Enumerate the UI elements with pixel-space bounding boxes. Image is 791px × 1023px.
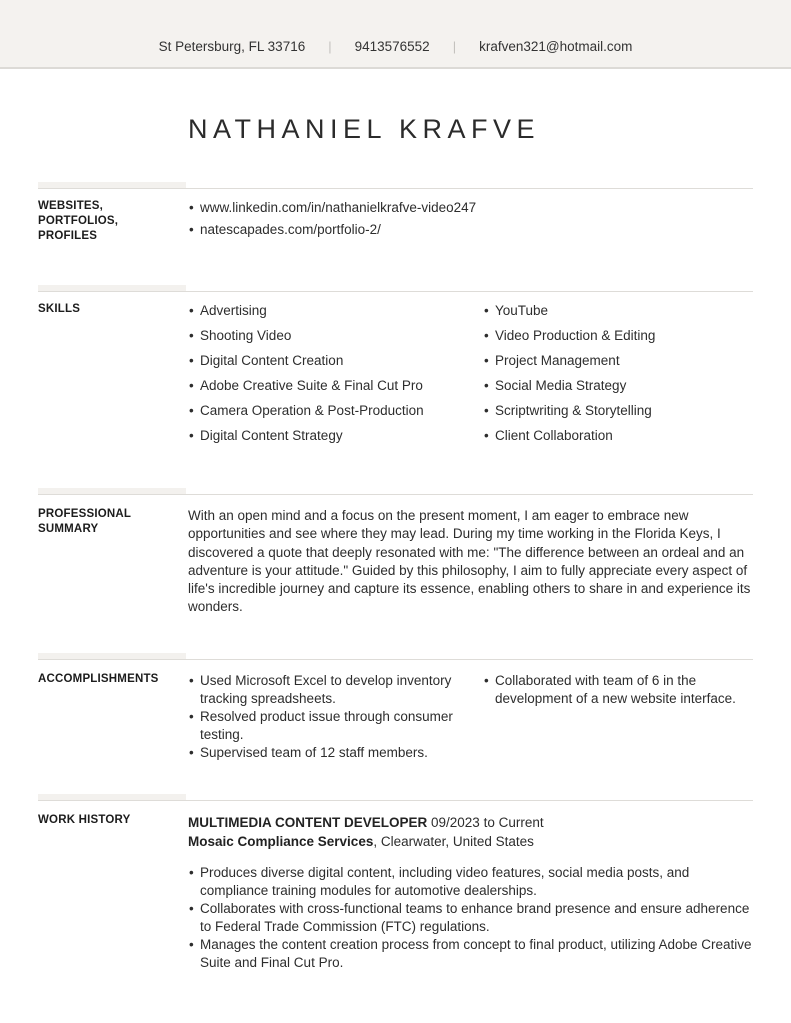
contact-bar bbox=[0, 0, 791, 69]
resume-body bbox=[38, 182, 753, 1012]
skill-list-item: • Client Collaboration bbox=[483, 427, 739, 445]
job-duty-list-item: • Manages the content creation process from concept to final product, utilizing Adobe Creative Suite and Final Cut Pro. bbox=[188, 936, 753, 972]
section-body bbox=[38, 292, 753, 488]
section-divider bbox=[38, 794, 753, 801]
job-company-line bbox=[188, 832, 753, 851]
accomplishment-list-item: • Collaborated with team of 6 in the development of a new website interface. bbox=[483, 672, 739, 708]
section-websites-portfolios-profiles bbox=[38, 182, 753, 285]
job-location: , Clearwater, United States bbox=[373, 833, 534, 849]
job-entry bbox=[188, 813, 753, 972]
section-body bbox=[38, 189, 753, 285]
contact-email: krafven321@hotmail.com bbox=[479, 39, 633, 54]
skill-list-item: • YouTube bbox=[483, 302, 739, 320]
job-title: MULTIMEDIA CONTENT DEVELOPER bbox=[188, 814, 428, 830]
job-duty-list-item: • Produces diverse digital content, including video features, social media posts, and compliance training modules for automotive dealerships. bbox=[188, 864, 753, 900]
job-dates: 09/2023 to Current bbox=[431, 814, 544, 830]
section-divider bbox=[38, 653, 753, 660]
section-body bbox=[38, 495, 753, 653]
skill-list-item: • Digital Content Creation bbox=[188, 352, 469, 370]
job-title-line bbox=[188, 813, 753, 832]
skill-list-item: • Scriptwriting & Storytelling bbox=[483, 402, 739, 420]
section-label: PROFESSIONAL SUMMARY bbox=[38, 508, 131, 535]
summary-paragraph: With an open mind and a focus on the present moment, I am eager to embrace new opportunities and see where they may lead. During my time working in the Florida Keys, I discovered a quote that deeply resonated with me: "The difference between an ordeal and an adventure is your attitude." Guided by this philosophy, I aim to fully appreciate every aspect of life's incredible journey and capture its essence, enabling others to share in and experience its wonders. bbox=[188, 508, 751, 615]
candidate-name: NATHANIEL KRAFVE bbox=[188, 114, 541, 144]
section-work-history bbox=[38, 794, 753, 1012]
accomplishment-list-item: • Supervised team of 12 staff members. bbox=[188, 744, 469, 762]
section-skills bbox=[38, 285, 753, 488]
accomplishments-list-left bbox=[188, 672, 483, 762]
divider-accent bbox=[38, 182, 186, 188]
skill-list-item: • Video Production & Editing bbox=[483, 327, 739, 345]
skills-list-right bbox=[483, 302, 753, 452]
skill-list-item: • Shooting Video bbox=[188, 327, 469, 345]
accomplishment-list-item: • Used Microsoft Excel to develop inventory tracking spreadsheets. bbox=[188, 672, 469, 708]
job-company: Mosaic Compliance Services bbox=[188, 833, 374, 849]
accomplishments-columns bbox=[188, 672, 753, 762]
website-list-item: • www.linkedin.com/in/nathanielkrafve-video247 bbox=[188, 199, 753, 216]
section-label: WEBSITES, PORTFOLIOS, PROFILES bbox=[38, 200, 119, 242]
section-label: SKILLS bbox=[38, 303, 81, 315]
skill-list-item: • Project Management bbox=[483, 352, 739, 370]
accomplishment-list-item: • Resolved product issue through consumer testing. bbox=[188, 708, 469, 744]
section-divider bbox=[38, 285, 753, 292]
divider-accent bbox=[38, 285, 186, 291]
section-divider bbox=[38, 182, 753, 189]
section-professional-summary bbox=[38, 488, 753, 653]
section-content bbox=[188, 199, 753, 244]
contact-phone: 9413576552 bbox=[354, 39, 430, 54]
section-body bbox=[38, 801, 753, 1012]
skills-list-left bbox=[188, 302, 483, 452]
divider-accent bbox=[38, 653, 186, 659]
section-accomplishments bbox=[38, 653, 753, 794]
divider-accent bbox=[38, 794, 186, 800]
skill-list-item: • Digital Content Strategy bbox=[188, 427, 469, 445]
section-body bbox=[38, 660, 753, 794]
skill-list-item: • Adobe Creative Suite & Final Cut Pro bbox=[188, 377, 469, 395]
divider-accent bbox=[38, 488, 186, 494]
skills-columns bbox=[188, 302, 753, 452]
job-duty-list-item: • Collaborates with cross-functional teams to enhance brand presence and ensure adherence to Federal Trade Commission (FTC) regulations. bbox=[188, 900, 753, 936]
accomplishments-list-right bbox=[483, 672, 753, 762]
job-duties-list bbox=[188, 864, 753, 972]
skill-list-item: • Social Media Strategy bbox=[483, 377, 739, 395]
section-label: WORK HISTORY bbox=[38, 813, 131, 826]
contact-separator: | bbox=[328, 39, 332, 54]
websites-list bbox=[188, 199, 753, 238]
skill-list-item: • Camera Operation & Post-Production bbox=[188, 402, 469, 420]
section-label: ACCOMPLISHMENTS bbox=[38, 672, 159, 685]
contact-separator: | bbox=[452, 39, 457, 54]
skill-list-item: • Advertising bbox=[188, 302, 469, 320]
section-divider bbox=[38, 488, 753, 495]
website-list-item: • natescapades.com/portfolio-2/ bbox=[188, 221, 753, 238]
section-content bbox=[188, 507, 753, 617]
contact-location: St Petersburg, FL 33716 bbox=[158, 39, 306, 54]
